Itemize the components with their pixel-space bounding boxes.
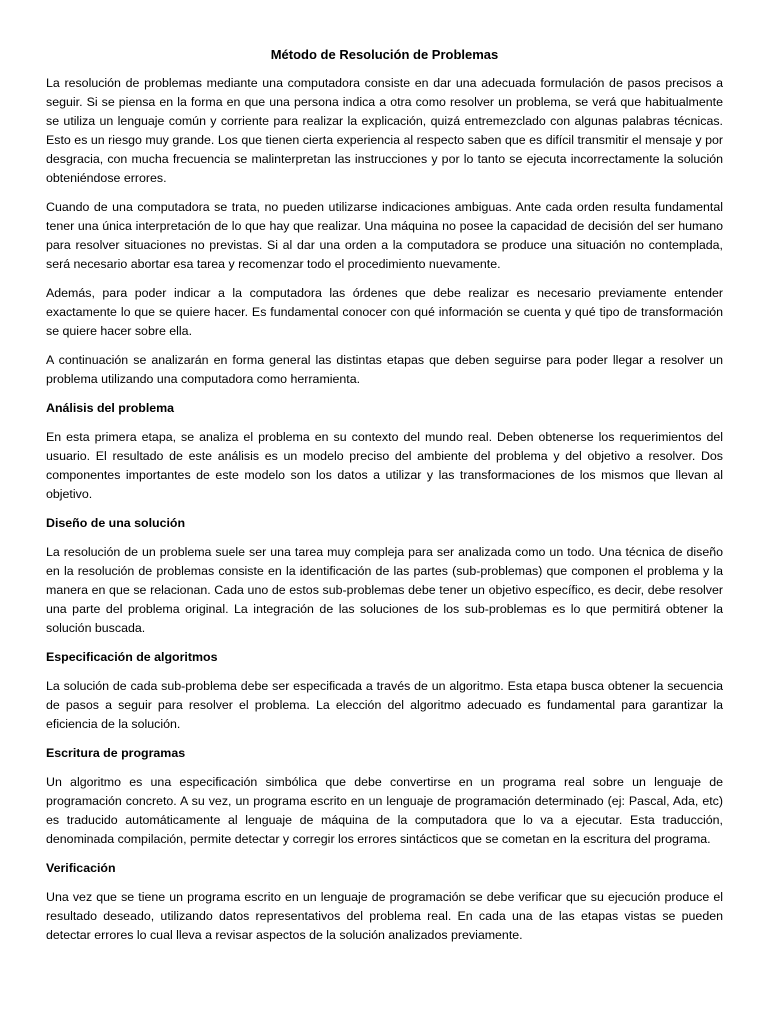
section-body-especificacion: La solución de cada sub-problema debe ser especificada a través de un algoritmo. Esta etapa busca obtener la secuencia de pasos a seguir para resolver el problema. La elección del algoritmo adecuado es fundamental para garantizar la eficiencia de la solución.	[46, 679, 723, 731]
section-heading-analisis: Análisis del problema	[46, 401, 175, 415]
section-body-diseno: La resolución de un problema suele ser una tarea muy compleja para ser analizada como un todo. Una técnica de diseño en la resolución de problemas consiste en la identificación de las partes (sub-problemas) que componen el problema y la manera en que se relacionan. Cada uno de estos sub-problemas debe tener un objetivo específico, es decir, debe resolver una parte del problema original. La integración de las soluciones de los sub-problemas es lo que permitirá obtener la solución buscada.	[46, 545, 723, 635]
intro-paragraph-1: La resolución de problemas mediante una computadora consiste en dar una adecuada formulación de pasos precisos a seguir. Si se piensa en la forma en que una persona indica a otra como resolver un problema, se verá que habitualmente se utiliza un lenguaje común y corriente para realizar la explicación, quizá entremezclado con algunas palabras técnicas. Esto es un riesgo muy grande. Los que tienen cierta experiencia al respecto saben que es difícil transmitir el mensaje y por desgracia, con mucha frecuencia se malinterpretan las instrucciones y por lo tanto se ejecuta incorrectamente la solución obteniéndose errores.	[46, 76, 723, 185]
intro-paragraph-2: Cuando de una computadora se trata, no pueden utilizarse indicaciones ambiguas. Ante cada orden resulta fundamental tener una única interpretación de lo que hay que realizar. Una máquina no posee la capacidad de decisión del ser humano para resolver situaciones no previstas. Si al dar una orden a la computadora se produce una situación no contemplada, será necesario abortar esa tarea y recomenzar todo el procedimiento nuevamente.	[46, 200, 723, 271]
section-body-escritura: Un algoritmo es una especificación simbólica que debe convertirse en un programa real sobre un lenguaje de programación concreto. A su vez, un programa escrito en un lenguaje de programación determinado (ej: Pascal, Ada, etc) es traducido automáticamente al lenguaje de máquina de la computadora que lo va a ejecutar. Esta traducción, denominada compilación, permite detectar y corregir los errores sintácticos que se cometan en la escritura del programa.	[46, 775, 723, 846]
section-body-verificacion: Una vez que se tiene un programa escrito en un lenguaje de programación se debe verificar que su ejecución produce el resultado deseado, utilizando datos representativos del problema real. En cada una de las etapas vistas se pueden detectar errores lo cual lleva a revisar aspectos de la solución analizados previamente.	[46, 890, 723, 942]
document-title: Método de Resolución de Problemas	[270, 47, 499, 62]
section-heading-diseno: Diseño de una solución	[46, 516, 186, 530]
intro-paragraph-4: A continuación se analizarán en forma general las distintas etapas que deben seguirse para poder llegar a resolver un problema utilizando una computadora como herramienta.	[46, 353, 723, 386]
section-heading-escritura: Escritura de programas	[46, 746, 186, 760]
intro-paragraph-3: Además, para poder indicar a la computadora las órdenes que debe realizar es necesario previamente entender exactamente lo que se quiere hacer. Es fundamental conocer con qué información se cuenta y qué tipo de transformación se quiere hacer sobre ella.	[46, 286, 723, 338]
section-heading-especificacion: Especificación de algoritmos	[46, 650, 218, 664]
section-body-analisis: En esta primera etapa, se analiza el problema en su contexto del mundo real. Deben obtenerse los requerimientos del usuario. El resultado de este análisis es un modelo preciso del ambiente del problema y del objetivo a resolver. Dos componentes importantes de este modelo son los datos a utilizar y las transformaciones de los mismos que llevan al objetivo.	[46, 430, 723, 501]
section-heading-verificacion: Verificación	[46, 861, 116, 875]
